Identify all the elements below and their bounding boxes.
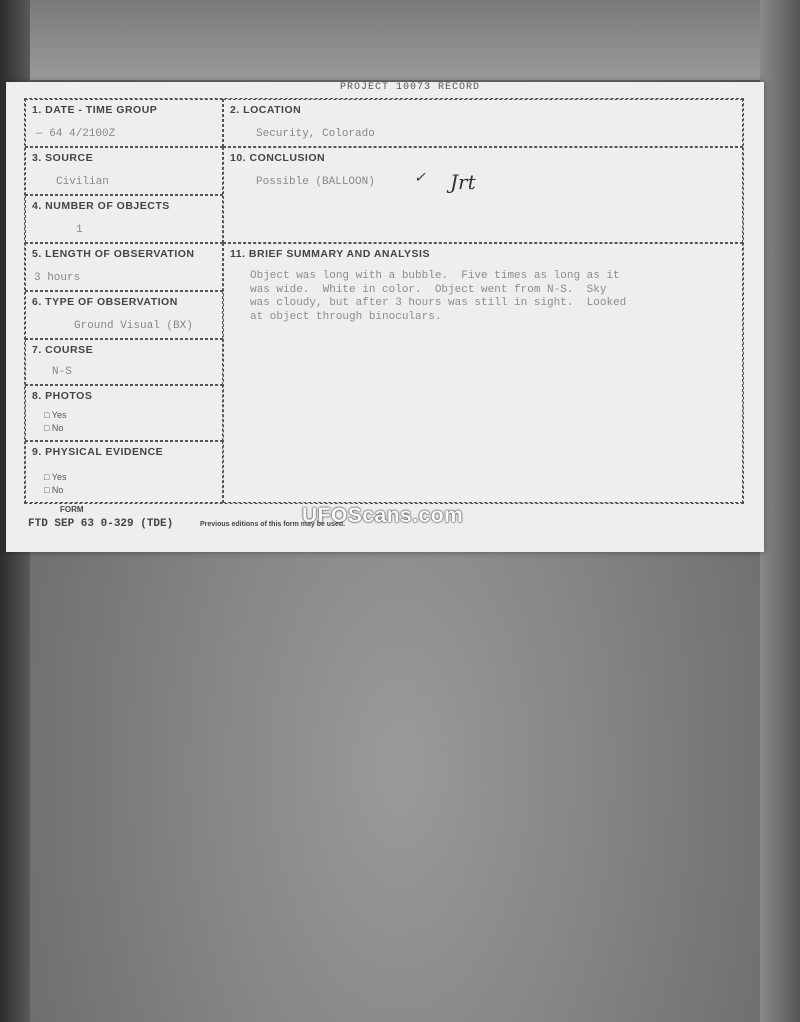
source-label: 3. SOURCE <box>32 152 94 164</box>
scan-top-area <box>0 0 800 80</box>
length-of-observation-cell <box>25 243 223 291</box>
source-value: Civilian <box>56 176 109 188</box>
type-of-observation-cell <box>25 291 223 339</box>
physical-evidence-label: 9. PHYSICAL EVIDENCE <box>32 446 164 458</box>
photos-yes-option: □ Yes <box>44 410 67 420</box>
course-label: 7. COURSE <box>32 344 94 356</box>
checkmark: ✓ <box>414 170 426 186</box>
length-of-observation-value: 3 hours <box>34 272 81 284</box>
type-of-observation-value: Ground Visual (BX) <box>74 320 193 332</box>
location-cell <box>223 99 743 147</box>
length-of-observation-label: 5. LENGTH OF OBSERVATION <box>32 248 195 260</box>
physical-evidence-cell <box>25 441 223 503</box>
conclusion-value: Possible (BALLOON) <box>256 176 375 188</box>
number-of-objects-label: 4. NUMBER OF OBJECTS <box>32 200 170 212</box>
date-time-group-label: 1. DATE - TIME GROUP <box>32 104 158 116</box>
conclusion-cell <box>223 147 743 243</box>
record-form <box>24 98 744 504</box>
location-value: Security, Colorado <box>256 128 375 140</box>
photos-cell <box>25 385 223 441</box>
course-value: N-S <box>52 366 72 378</box>
type-of-observation-label: 6. TYPE OF OBSERVATION <box>32 296 178 308</box>
scan-right-edge <box>760 0 800 1022</box>
project-header: PROJECT 10073 RECORD <box>339 82 481 93</box>
reviewer-initials: Jrt <box>450 170 476 194</box>
footer-form-word: FORM <box>60 505 84 514</box>
date-time-group-value: — 64 4/2100Z <box>36 128 116 140</box>
physical-evidence-yes-option: □ Yes <box>44 472 67 482</box>
conclusion-label: 10. CONCLUSION <box>230 152 326 164</box>
footer-note: Previous editions of this form may be used. <box>200 521 346 528</box>
summary-text: Object was long with a bubble. Five times as long as it was wide. White in color. Object went from N-S. Sky was cloudy, but after 3 hours was still in sight. Looked at object through binoculars. <box>250 270 627 323</box>
physical-evidence-no-option: □ No <box>44 485 64 495</box>
photos-no-option: □ No <box>44 423 64 433</box>
summary-label: 11. BRIEF SUMMARY AND ANALYSIS <box>230 248 430 260</box>
course-cell <box>25 339 223 385</box>
footer-form-id: FTD SEP 63 0-329 (TDE) <box>28 518 174 530</box>
watermark: UFOScans.com <box>302 504 464 527</box>
date-time-group-cell <box>25 99 223 147</box>
number-of-objects-value: 1 <box>76 224 83 236</box>
photos-label: 8. PHOTOS <box>32 390 93 402</box>
number-of-objects-cell <box>25 195 223 243</box>
source-cell <box>25 147 223 195</box>
summary-cell <box>223 243 743 503</box>
location-label: 2. LOCATION <box>230 104 302 116</box>
